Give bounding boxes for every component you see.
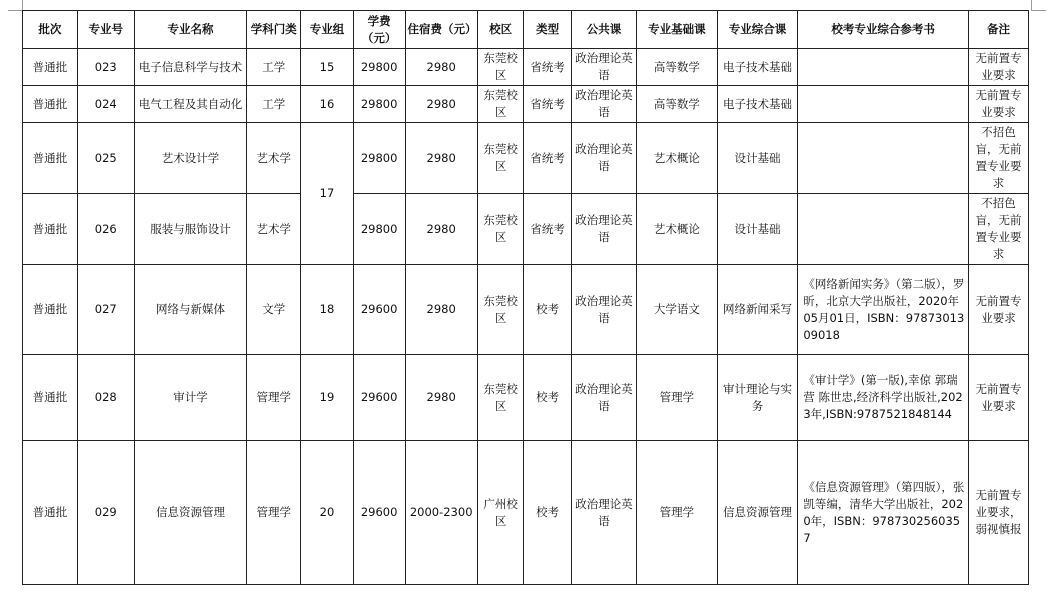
- table-header-row: [23, 11, 1029, 49]
- campus-cell: 东莞校区: [477, 265, 524, 355]
- major-cell: 信息资源管理: [134, 441, 247, 585]
- batch-cell: 普通批: [23, 355, 78, 441]
- dorm-fee-cell: 2980: [405, 265, 477, 355]
- header-cell: 备注: [968, 11, 1028, 49]
- group-cell: 15: [301, 49, 354, 86]
- code-cell: 029: [77, 441, 134, 585]
- tuition-cell: 29600: [353, 265, 405, 355]
- comprehensive-course-cell: 设计基础: [717, 194, 798, 265]
- table-row: [23, 355, 1029, 441]
- group-cell-merged: 17: [301, 123, 354, 265]
- category-cell: 艺术学: [247, 194, 301, 265]
- campus-cell: 广州校区: [477, 441, 524, 585]
- basic-course-cell: 艺术概论: [637, 194, 718, 265]
- code-cell: 026: [77, 194, 134, 265]
- table-row: [23, 123, 1029, 194]
- tuition-cell: 29800: [353, 123, 405, 194]
- note-cell: 无前置专业要求: [968, 265, 1028, 355]
- note-cell: 无前置专业要求，弱视慎报: [968, 441, 1028, 585]
- header-cell: 专业基础课: [637, 11, 718, 49]
- header-cell: 校考专业综合参考书: [798, 11, 969, 49]
- group-cell: 16: [301, 86, 354, 123]
- basic-course-cell: 大学语文: [637, 265, 718, 355]
- tuition-cell: 29800: [353, 86, 405, 123]
- header-cell: 校区: [477, 11, 524, 49]
- category-cell: 工学: [247, 49, 301, 86]
- exam-type-cell: 校考: [524, 441, 572, 585]
- dorm-fee-cell: 2980: [405, 194, 477, 265]
- public-course-cell: 政治理论英语: [571, 265, 636, 355]
- campus-cell: 东莞校区: [477, 86, 524, 123]
- reference-books-cell: [798, 194, 969, 265]
- category-cell: 工学: [247, 86, 301, 123]
- dorm-fee-cell: 2980: [405, 86, 477, 123]
- campus-cell: 东莞校区: [477, 194, 524, 265]
- exam-type-cell: 校考: [524, 355, 572, 441]
- header-cell: 专业名称: [134, 11, 247, 49]
- campus-cell: 东莞校区: [477, 49, 524, 86]
- basic-course-cell: 管理学: [637, 355, 718, 441]
- basic-course-cell: 高等数学: [637, 49, 718, 86]
- note-cell: 不招色盲，无前置专业要求: [968, 123, 1028, 194]
- code-cell: 028: [77, 355, 134, 441]
- reference-books-cell: 《信息资源管理》（第四版），张凯等编，清华大学出版社，2020年，ISBN：9787302560357: [798, 441, 969, 585]
- campus-cell: 东莞校区: [477, 123, 524, 194]
- dorm-fee-cell: 2000-2300: [405, 441, 477, 585]
- header-cell: 批次: [23, 11, 78, 49]
- header-cell: 住宿费（元）: [405, 11, 477, 49]
- note-cell: 不招色盲，无前置专业要求: [968, 194, 1028, 265]
- batch-cell: 普通批: [23, 441, 78, 585]
- comprehensive-course-cell: 信息资源管理: [717, 441, 798, 585]
- basic-course-cell: 管理学: [637, 441, 718, 585]
- public-course-cell: 政治理论英语: [571, 86, 636, 123]
- dorm-fee-cell: 2980: [405, 49, 477, 86]
- table-row: [23, 86, 1029, 123]
- reference-books-cell: [798, 49, 969, 86]
- header-cell: 学费（元）: [353, 11, 405, 49]
- header-cell: 专业组: [301, 11, 354, 49]
- major-cell: 艺术设计学: [134, 123, 247, 194]
- dorm-fee-cell: 2980: [405, 355, 477, 441]
- group-cell: 19: [301, 355, 354, 441]
- tuition-cell: 29800: [353, 194, 405, 265]
- comprehensive-course-cell: 审计理论与实务: [717, 355, 798, 441]
- comprehensive-course-cell: 设计基础: [717, 123, 798, 194]
- tuition-cell: 29600: [353, 441, 405, 585]
- reference-books-cell: [798, 86, 969, 123]
- reference-books-cell: 《网络新闻实务》（第二版），罗昕，北京大学出版社，2020年05月01日，ISBN：9787301309018: [798, 265, 969, 355]
- code-cell: 024: [77, 86, 134, 123]
- public-course-cell: 政治理论英语: [571, 441, 636, 585]
- batch-cell: 普通批: [23, 123, 78, 194]
- public-course-cell: 政治理论英语: [571, 194, 636, 265]
- group-cell: 18: [301, 265, 354, 355]
- page-corner-mark-left: [8, 0, 23, 11]
- code-cell: 023: [77, 49, 134, 86]
- table-row: [23, 265, 1029, 355]
- dorm-fee-cell: 2980: [405, 123, 477, 194]
- header-cell: 学科门类: [247, 11, 301, 49]
- category-cell: 艺术学: [247, 123, 301, 194]
- note-cell: 无前置专业要求: [968, 49, 1028, 86]
- batch-cell: 普通批: [23, 194, 78, 265]
- public-course-cell: 政治理论英语: [571, 49, 636, 86]
- basic-course-cell: 高等数学: [637, 86, 718, 123]
- public-course-cell: 政治理论英语: [571, 355, 636, 441]
- tuition-cell: 29600: [353, 355, 405, 441]
- header-cell: 公共课: [571, 11, 636, 49]
- exam-type-cell: 省统考: [524, 123, 572, 194]
- batch-cell: 普通批: [23, 265, 78, 355]
- note-cell: 无前置专业要求: [968, 86, 1028, 123]
- major-cell: 审计学: [134, 355, 247, 441]
- header-cell: 专业号: [77, 11, 134, 49]
- header-cell: 专业综合课: [717, 11, 798, 49]
- comprehensive-course-cell: 网络新闻采写: [717, 265, 798, 355]
- tuition-cell: 29800: [353, 49, 405, 86]
- code-cell: 025: [77, 123, 134, 194]
- exam-type-cell: 校考: [524, 265, 572, 355]
- exam-type-cell: 省统考: [524, 194, 572, 265]
- campus-cell: 东莞校区: [477, 355, 524, 441]
- major-cell: 电子信息科学与技术: [134, 49, 247, 86]
- exam-type-cell: 省统考: [524, 49, 572, 86]
- admission-majors-table: [22, 10, 1029, 585]
- comprehensive-course-cell: 电子技术基础: [717, 86, 798, 123]
- page-corner-mark-right: [1031, 0, 1046, 11]
- public-course-cell: 政治理论英语: [571, 123, 636, 194]
- table-row: [23, 194, 1029, 265]
- category-cell: 文学: [247, 265, 301, 355]
- batch-cell: 普通批: [23, 86, 78, 123]
- category-cell: 管理学: [247, 355, 301, 441]
- note-cell: 无前置专业要求: [968, 355, 1028, 441]
- group-cell: 20: [301, 441, 354, 585]
- exam-type-cell: 省统考: [524, 86, 572, 123]
- batch-cell: 普通批: [23, 49, 78, 86]
- major-cell: 网络与新媒体: [134, 265, 247, 355]
- major-cell: 电气工程及其自动化: [134, 86, 247, 123]
- reference-books-cell: 《审计学》(第一版),幸倞 郭瑞营 陈世忠,经济科学出版社,2023年,ISBN:9787521848144: [798, 355, 969, 441]
- basic-course-cell: 艺术概论: [637, 123, 718, 194]
- category-cell: 管理学: [247, 441, 301, 585]
- table-row: [23, 441, 1029, 585]
- table-row: [23, 49, 1029, 86]
- header-cell: 类型: [524, 11, 572, 49]
- comprehensive-course-cell: 电子技术基础: [717, 49, 798, 86]
- major-cell: 服装与服饰设计: [134, 194, 247, 265]
- code-cell: 027: [77, 265, 134, 355]
- reference-books-cell: [798, 123, 969, 194]
